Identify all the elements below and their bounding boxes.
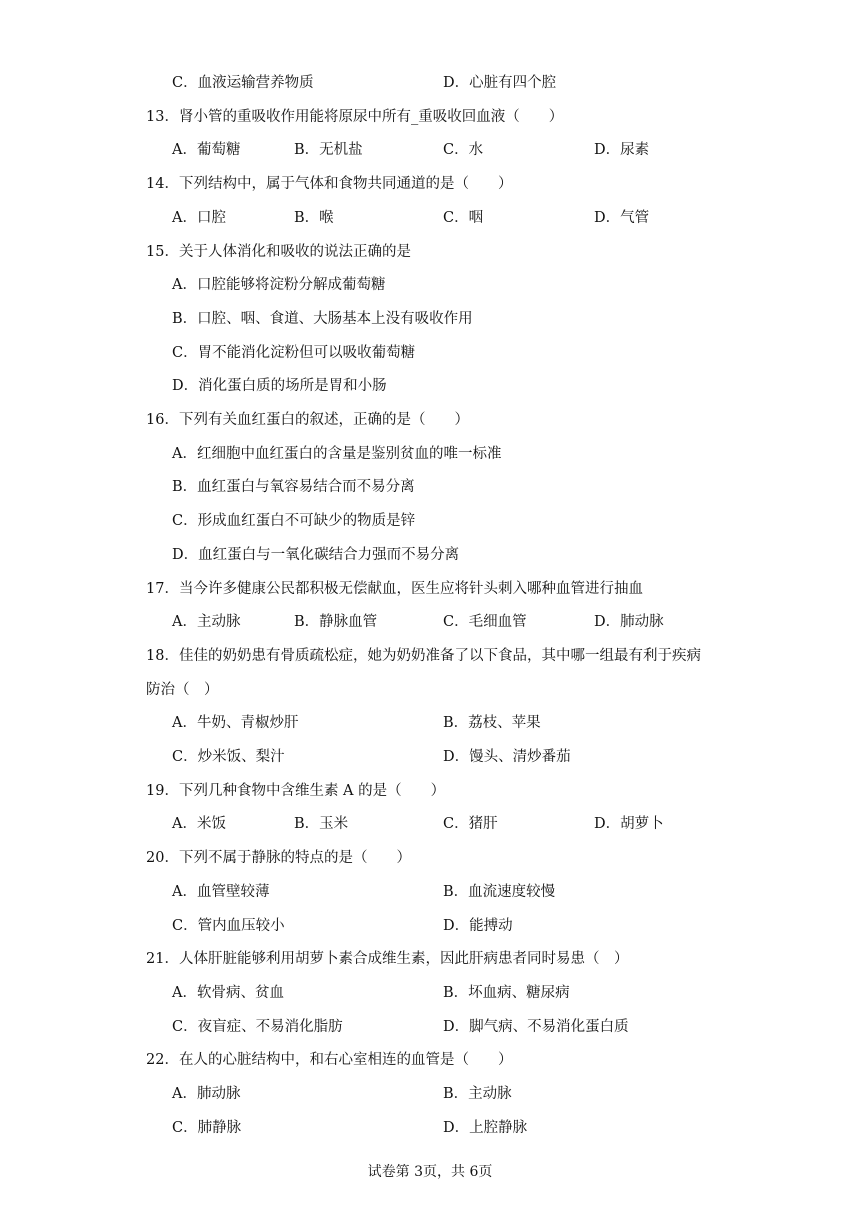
question-text: 13．肾小管的重吸收作用能将原尿中所有_重吸收回血液（ ）	[146, 109, 564, 125]
answer-option: B．血红蛋白与氧容易结合而不易分离	[172, 479, 415, 495]
answer-option: B．坏血病、糖尿病	[443, 985, 570, 1001]
answer-option: B．血流速度较慢	[443, 884, 556, 900]
question-text: 21．人体肝脏能够利用胡萝卜素合成维生素，因此肝病患者同时易患（ ）	[146, 951, 629, 967]
question-text: 防治（ ）	[146, 682, 219, 698]
answer-option: A．肺动脉	[172, 1086, 241, 1102]
answer-option: D．肺动脉	[594, 614, 664, 630]
answer-option: A．口腔能够将淀粉分解成葡萄糖	[172, 277, 386, 293]
answer-option: C．猪肝	[443, 816, 498, 832]
answer-option: C．血液运输营养物质	[172, 75, 314, 91]
question-text: 19．下列几种食物中含维生素 A 的是（ ）	[146, 783, 446, 799]
answer-option: B．口腔、咽、食道、大肠基本上没有吸收作用	[172, 311, 473, 327]
answer-option: B．喉	[294, 210, 334, 226]
question-text: 18．佳佳的奶奶患有骨质疏松症，她为奶奶准备了以下食品，其中哪一组最有利于疾病	[146, 648, 701, 664]
question-text: 16．下列有关血红蛋白的叙述，正确的是（ ）	[146, 412, 469, 428]
question-text: 20．下列不属于静脉的特点的是（ ）	[146, 850, 411, 866]
answer-option: B．玉米	[294, 816, 349, 832]
answer-option: D．胡萝卜	[594, 816, 664, 832]
answer-option: A．米饭	[172, 816, 226, 832]
answer-option: B．荔枝、苹果	[443, 715, 541, 731]
answer-option: C．毛细血管	[443, 614, 527, 630]
answer-option: A．主动脉	[172, 614, 241, 630]
answer-option: C．炒米饭、梨汁	[172, 749, 285, 765]
answer-option: D．馒头、清炒番茄	[443, 749, 571, 765]
answer-option: A．血管壁较薄	[172, 884, 270, 900]
answer-option: D．心脏有四个腔	[443, 75, 557, 91]
answer-option: C．夜盲症、不易消化脂肪	[172, 1019, 343, 1035]
answer-option: C．肺静脉	[172, 1120, 242, 1136]
answer-option: B．静脉血管	[294, 614, 378, 630]
answer-option: A．口腔	[172, 210, 226, 226]
answer-option: D．气管	[594, 210, 650, 226]
answer-option: D．脚气病、不易消化蛋白质	[443, 1019, 629, 1035]
answer-option: C．咽	[443, 210, 484, 226]
answer-option: C．胃不能消化淀粉但可以吸收葡萄糖	[172, 345, 416, 361]
question-text: 22．在人的心脏结构中，和右心室相连的血管是（ ）	[146, 1052, 513, 1068]
answer-option: B．主动脉	[443, 1086, 512, 1102]
question-text: 17．当今许多健康公民都积极无偿献血，医生应将针头刺入哪种血管进行抽血	[146, 581, 643, 597]
answer-option: A．牛奶、青椒炒肝	[172, 715, 299, 731]
answer-option: C．水	[443, 142, 484, 158]
answer-option: D．上腔静脉	[443, 1120, 528, 1136]
answer-option: D．尿素	[594, 142, 650, 158]
answer-option: D．消化蛋白质的场所是胃和小肠	[172, 378, 387, 394]
page-footer: 试卷第 3页，共 6页	[367, 1164, 493, 1180]
question-text: 14．下列结构中，属于气体和食物共同通道的是（ ）	[146, 176, 513, 192]
answer-option: B．无机盐	[294, 142, 363, 158]
answer-option: A．红细胞中血红蛋白的含量是鉴别贫血的唯一标准	[172, 446, 502, 462]
answer-option: A．软骨病、贫血	[172, 985, 284, 1001]
answer-option: A．葡萄糖	[172, 142, 241, 158]
answer-option: D．能搏动	[443, 918, 513, 934]
answer-option: C．管内血压较小	[172, 918, 285, 934]
answer-option: C．形成血红蛋白不可缺少的物质是锌	[172, 513, 416, 529]
question-text: 15．关于人体消化和吸收的说法正确的是	[146, 244, 411, 260]
answer-option: D．血红蛋白与一氧化碳结合力强而不易分离	[172, 547, 460, 563]
